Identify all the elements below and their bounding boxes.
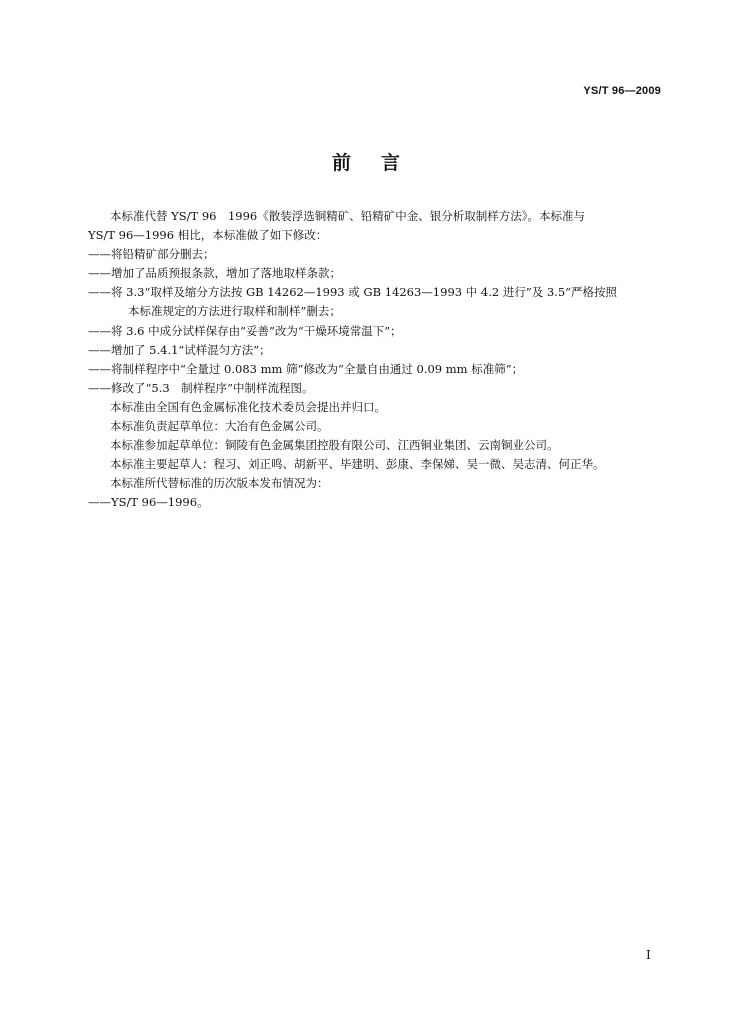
history-item: ——YS/T 96—1996。	[88, 495, 209, 510]
page-title: 前言	[331, 152, 430, 174]
intro-paragraph-line-2: YS/T 96—1996 相比，本标准做了如下修改：	[88, 228, 328, 243]
page-number: I	[646, 948, 651, 962]
change-item-3-line-1: ——将 3.3“取样及缩分方法按 GB 14262—1993 或 GB 14263—1993 中 4.2 进行”及 3.5“严格按照	[88, 285, 618, 300]
history-intro-paragraph: 本标准所代替标准的历次版本发布情况为：	[110, 476, 329, 491]
change-item-3-line-2: 本标准规定的方法进行取样和制样”删去；	[128, 304, 341, 319]
change-item-7: ——修改了“5.3 制样程序”中制样流程图。	[88, 380, 314, 395]
change-item-1: ——将铅精矿部分删去；	[88, 247, 215, 262]
change-item-4: ——将 3.6 中成分试样保存由“妥善”改为“干燥环境常温下”；	[88, 323, 402, 338]
proposed-by-paragraph: 本标准由全国有色金属标准化技术委员会提出并归口。	[110, 399, 386, 414]
responsible-unit-paragraph: 本标准负责起草单位：大冶有色金属公司。	[110, 419, 329, 434]
drafters-paragraph: 本标准主要起草人：程习、刘正鸣、胡新平、毕建明、彭康、李保娣、吴一微、吴志清、何正华。	[110, 457, 605, 472]
intro-paragraph-line-1: 本标准代替 YS/T 96 1996《散装浮选铜精矿、铅精矿中金、银分析取制样方法》。本标准与	[110, 209, 585, 223]
foreword-body	[88, 207, 664, 513]
standard-number: YS/T 96—2009	[583, 85, 661, 97]
participating-units-paragraph: 本标准参加起草单位：铜陵有色金属集团控股有限公司、江西铜业集团、云南铜业公司。	[110, 438, 559, 453]
change-item-5: ——增加了 5.4.1“试样混匀方法”；	[88, 342, 271, 357]
change-item-2: ——增加了品质预报条款，增加了落地取样条款；	[88, 266, 341, 281]
change-item-6: ——将制样程序中“全量过 0.083 mm 筛”修改为“全量自由通过 0.09 mm 标准筛”；	[88, 361, 524, 376]
